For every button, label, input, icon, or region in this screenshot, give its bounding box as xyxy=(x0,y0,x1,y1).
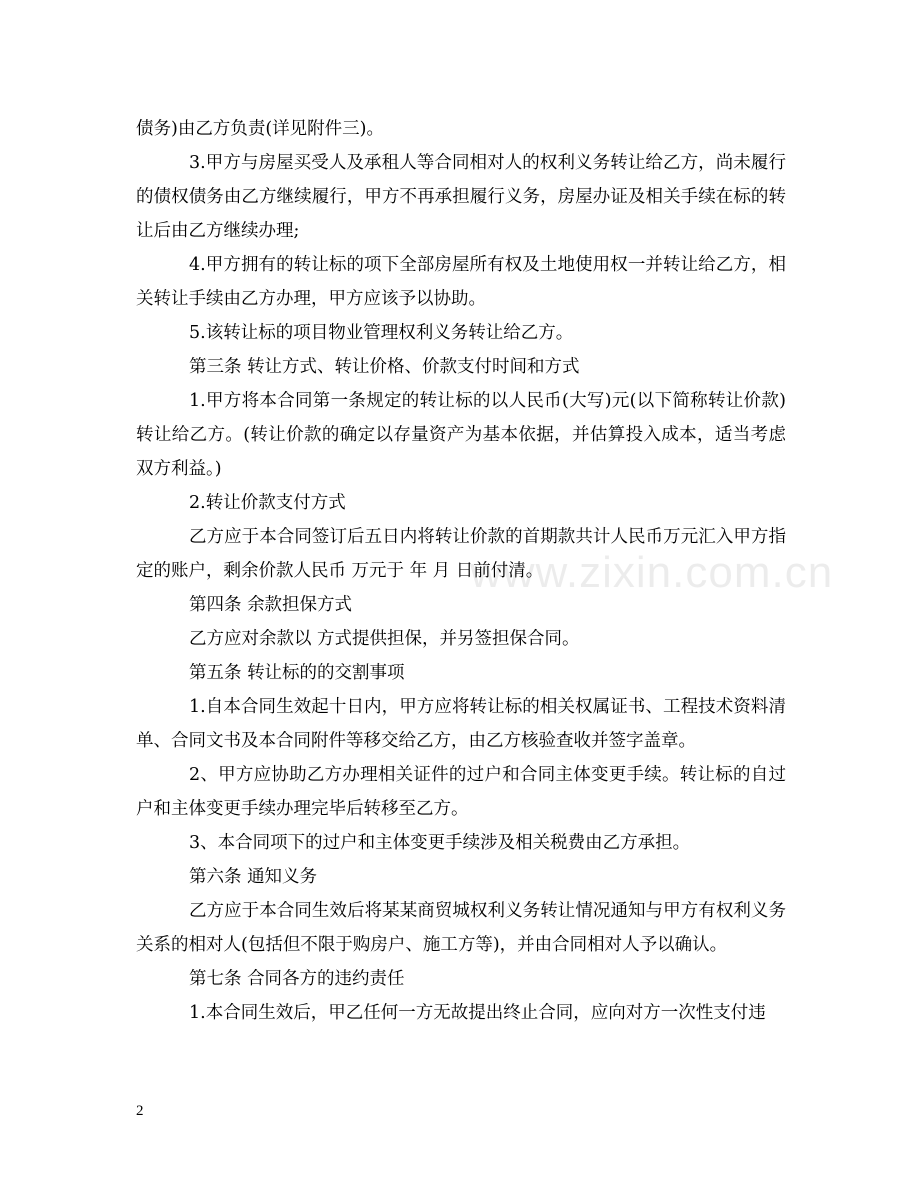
paragraph: 1.甲方将本合同第一条规定的转让标的以人民币(大写)元(以下简称转让价款)转让给乙方。(转让价款的确定以存量资产为基本依据，并估算投入成本，适当考虑双方利益。) xyxy=(136,391,786,479)
paragraph: 1.本合同生效后，甲乙任何一方无故提出终止合同，应向对方一次性支付违 xyxy=(189,1003,766,1023)
page-number: 2 xyxy=(136,1103,144,1119)
section-heading: 第五条 转让标的的交割事项 xyxy=(189,663,405,683)
paragraph: 5.该转让标的项目物业管理权利义务转让给乙方。 xyxy=(189,323,574,343)
paragraph: 债务)由乙方负责(详见附件三)。 xyxy=(136,119,384,139)
paragraph: 2、甲方应协助乙方办理相关证件的过户和合同主体变更手续。转让标的自过户和主体变更手续办理完毕后转移至乙方。 xyxy=(136,765,786,819)
paragraph: 乙方应对余款以 方式提供担保，并另签担保合同。 xyxy=(189,629,580,649)
section-heading: 第七条 合同各方的违约责任 xyxy=(189,969,405,989)
paragraph: 3.甲方与房屋买受人及承租人等合同相对人的权利义务转让给乙方，尚未履行的债权债务由乙方继续履行，甲方不再承担履行义务，房屋办证及相关手续在标的转让后由乙方继续办理; xyxy=(136,153,786,241)
paragraph: 1.自本合同生效起十日内，甲方应将转让标的相关权属证书、工程技术资料清单、合同文书及本合同附件等移交给乙方，由乙方核验查收并签字盖章。 xyxy=(136,697,786,751)
section-heading: 第四条 余款担保方式 xyxy=(189,595,353,615)
document-body xyxy=(136,112,786,1030)
paragraph: 乙方应于本合同生效后将某某商贸城权利义务转让情况通知与甲方有权利义务关系的相对人(包括但不限于购房户、施工方等)，并由合同相对人予以确认。 xyxy=(136,901,786,955)
paragraph: 2.转让价款支付方式 xyxy=(189,493,346,513)
paragraph: 3、本合同项下的过户和主体变更手续涉及相关税费由乙方承担。 xyxy=(189,833,691,853)
section-heading: 第六条 通知义务 xyxy=(189,867,318,887)
paragraph: 乙方应于本合同签订后五日内将转让价款的首期款共计人民币万元汇入甲方指定的账户，剩余价款人民币 万元于 年 月 日前付清。 xyxy=(136,527,786,581)
watermark-text: www.zixin.com.cn xyxy=(470,548,834,597)
section-heading: 第三条 转让方式、转让价格、价款支付时间和方式 xyxy=(189,357,580,377)
paragraph: 4.甲方拥有的转让标的项下全部房屋所有权及土地使用权一并转让给乙方，相关转让手续由乙方办理，甲方应该予以协助。 xyxy=(136,255,786,309)
